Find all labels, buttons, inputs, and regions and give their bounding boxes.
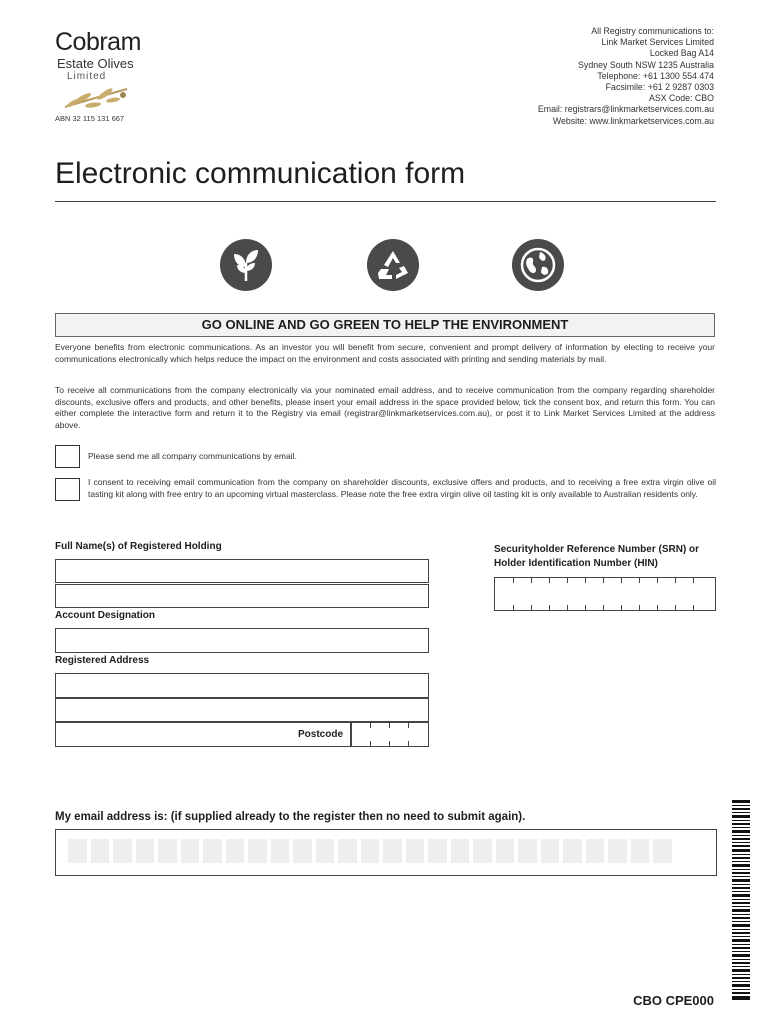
registry-line: Sydney South NSW 1235 Australia — [578, 59, 714, 70]
olive-branch-icon — [61, 85, 133, 111]
account-designation-label: Account Designation — [55, 610, 156, 621]
srn-hin-label — [494, 543, 699, 571]
full-name-label: Full Name(s) of Registered Holding — [55, 541, 222, 552]
all-comms-checkbox-label: Please send me all company communications by email. — [88, 451, 297, 461]
registered-address-label: Registered Address — [55, 655, 150, 666]
globe-icon — [512, 239, 564, 291]
abn-number: ABN 32 115 131 667 — [55, 114, 125, 123]
registry-line: Facsimile: +61 2 9287 0303 — [605, 82, 714, 93]
registry-website: Website: www.linkmarketservices.com.au — [552, 115, 714, 126]
email-character-cells — [68, 839, 672, 863]
logo-name-line2: Estate Olives — [57, 56, 134, 71]
registry-line: Telephone: +61 1300 554 474 — [597, 70, 714, 81]
address-field-line1[interactable] — [55, 673, 429, 698]
registry-line: Link Market Services Limited — [601, 37, 714, 48]
consent-checkbox[interactable] — [55, 478, 80, 501]
registry-line: All Registry communications to: — [591, 26, 714, 36]
registry-email: Email: registrars@linkmarketservices.com.au — [537, 104, 714, 115]
green-banner-heading: GO ONLINE AND GO GREEN TO HELP THE ENVIRONMENT — [55, 313, 715, 337]
recycle-icon — [367, 239, 419, 291]
company-logo — [55, 28, 155, 111]
postcode-label: Postcode — [298, 729, 344, 740]
registry-contact-block — [538, 26, 714, 127]
barcode-image — [732, 800, 750, 1000]
address-field-line2[interactable] — [55, 698, 429, 722]
full-name-field-line2[interactable] — [55, 584, 429, 608]
intro-paragraph: Everyone benefits from electronic communications. As an investor you will benefit from secure, convenient and prompt delivery of information by electing to receive your communications electronically which helps reduce the impact on the environment and costs associated with printing and sending materials by mail. — [55, 342, 715, 364]
srn-label-line1: Securityholder Reference Number (SRN) or — [494, 544, 700, 555]
consent-checkbox-label: I consent to receiving email communication from the company on shareholder discounts, exclusive offers and products, and to receiving a free extra virgin olive oil tasting kit along with free entry to an upcoming virtual masterclass. Please note the free extra virgin olive oil tasting kit is only available to Australian residents only. — [88, 477, 716, 499]
logo-name-line3: Limited — [67, 71, 107, 82]
full-name-field-line1[interactable] — [55, 559, 429, 583]
all-comms-email-checkbox[interactable] — [55, 445, 80, 468]
title-divider — [55, 201, 716, 202]
plant-icon — [220, 239, 272, 291]
registry-line: ASX Code: CBO — [648, 93, 714, 104]
email-address-label: My email address is: (if supplied already to the register then no need to submit again). — [55, 811, 526, 823]
postcode-field[interactable] — [351, 722, 429, 747]
page-title: Electronic communication form — [55, 157, 466, 190]
instructions-paragraph: To receive all communications from the company electronically via your nominated email address, and to receive communication from the company regarding shareholder discounts, exclusive offers and products, and other benefits, please insert your email address in the space provided below, tick the consent box, and return this form. You can either complete the interactive form and return it to the Registry via email (registrar@linkmarketservices.com.au), or post it to Link Market Services Limited at the address above. — [55, 385, 715, 430]
form-code: CBO CPE000 — [633, 993, 714, 1008]
srn-label-line2: Holder Identification Number (HIN) — [494, 558, 658, 569]
logo-name-line1: Cobram — [55, 28, 141, 56]
srn-hin-field[interactable] — [494, 577, 716, 611]
registry-line: Locked Bag A14 — [649, 48, 714, 59]
email-address-field[interactable] — [55, 829, 717, 876]
account-designation-field[interactable] — [55, 628, 429, 653]
